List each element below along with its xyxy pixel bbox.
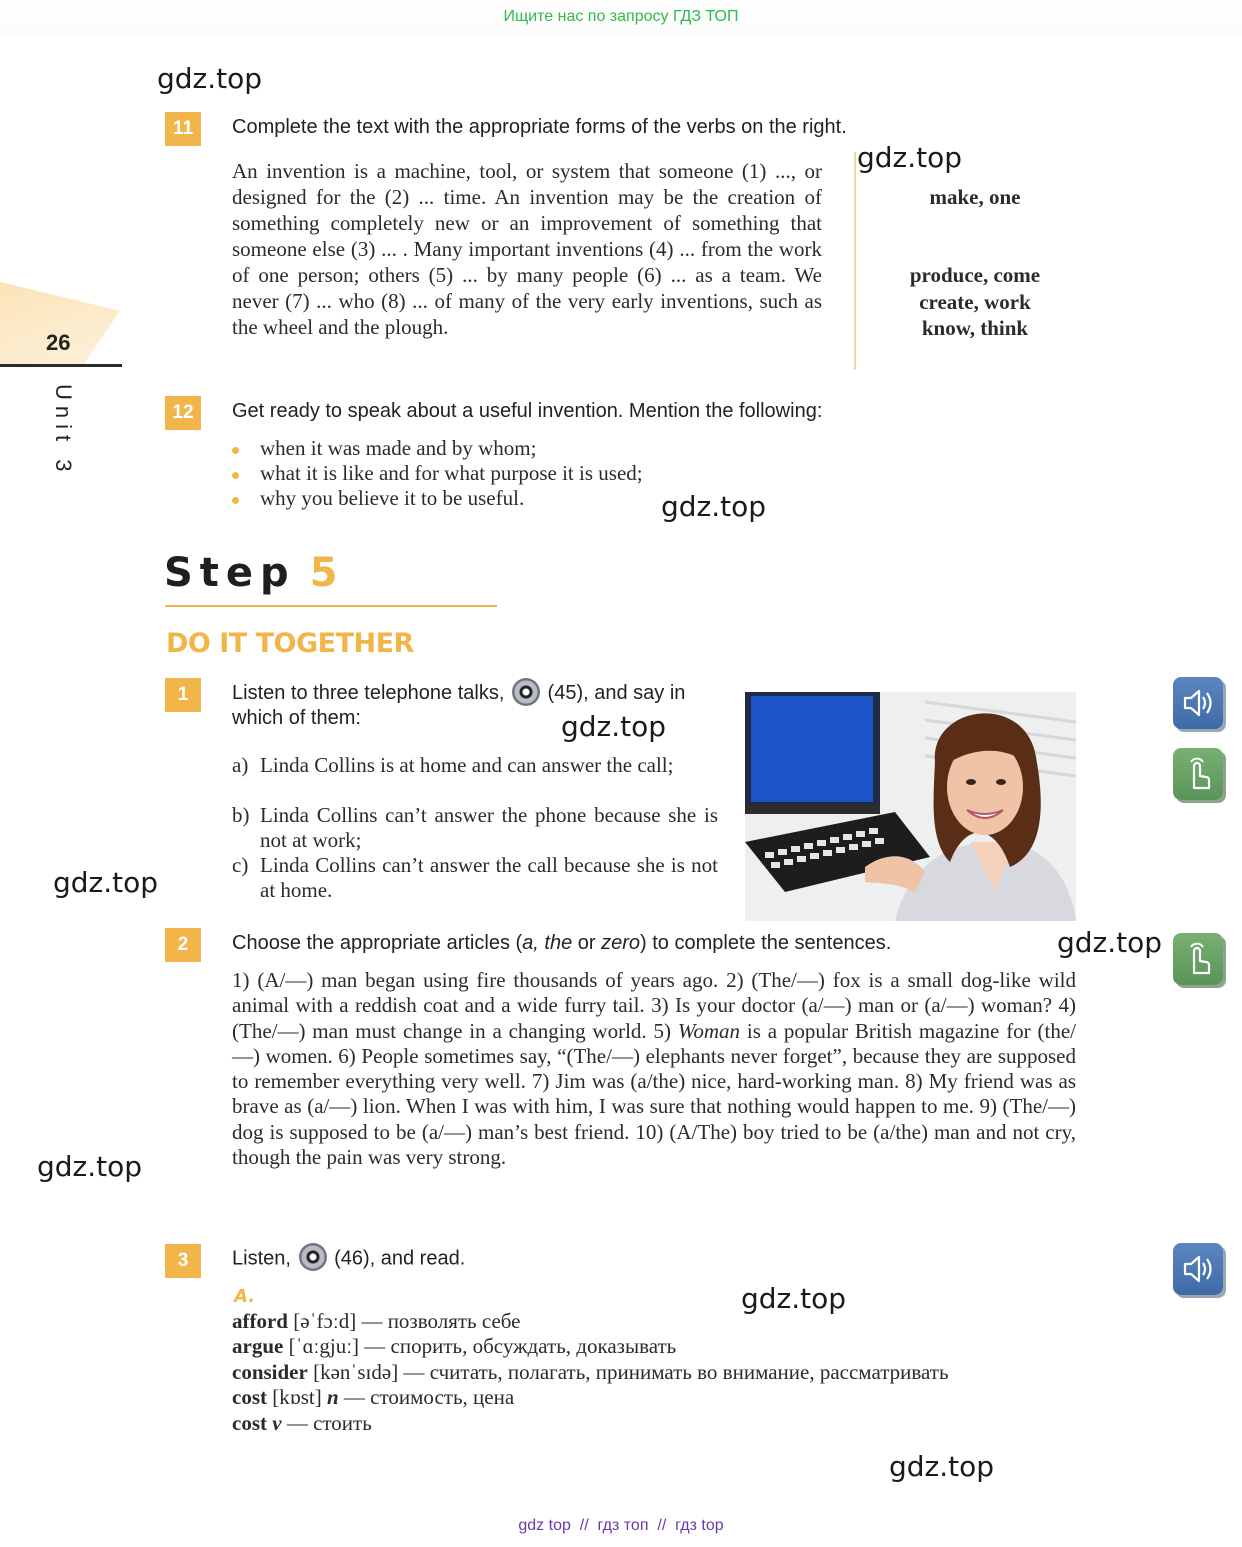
column-divider	[854, 152, 856, 370]
option-text: Linda Collins can’t answer the phone because she is not at work;	[260, 803, 718, 852]
vocab-word: argue	[232, 1334, 284, 1359]
speaker-icon	[1173, 1243, 1223, 1295]
vocab-entry	[232, 1360, 1076, 1385]
cd-icon[interactable]	[512, 678, 540, 706]
exercise-number-badge: 12	[165, 396, 201, 430]
instruction-part: (45), and say in	[547, 682, 686, 704]
vocab-definition: [kənˈsɪdə] — считать, полагать, принимать во внимание, рассматривать	[307, 1359, 949, 1384]
bullet-list	[232, 436, 852, 511]
watermark: gdz.top	[37, 1150, 143, 1183]
instruction-part: zero	[601, 932, 641, 954]
step-underline	[165, 605, 497, 607]
exercise-number-badge: 11	[165, 112, 201, 146]
vocab-entry	[232, 1309, 1076, 1334]
verbs-group: make, one	[929, 185, 1021, 209]
option-text: Linda Collins is at home and can answer the call;	[260, 753, 674, 777]
vocabulary-list	[232, 1309, 1076, 1436]
answer-option	[232, 803, 718, 853]
page-number-rule	[0, 364, 122, 367]
watermark: gdz.top	[53, 866, 159, 899]
exercise-text: An invention is a machine, tool, or system that someone (1) ..., or designed for the (2) ... time. An invention may be the creation of something completely new or an improvement of something that someone else (3) ... . Many important inventions (4) ... from the work of one person; others (5) ... by many people (6) ... as a team. We never (7) ... who (8) ... of many of the very early inventions, such as the wheel and the plough.	[232, 159, 822, 339]
exercise-number-badge: 2	[165, 928, 201, 962]
vocab-part-of-speech: v	[272, 1410, 282, 1435]
instruction-part: Listen to three telephone talks,	[232, 682, 505, 704]
vocab-entry	[232, 1334, 1076, 1359]
footer-links[interactable]: gdz top // гдз топ // гдз top	[518, 1517, 724, 1534]
verbs-group: produce, come	[909, 263, 1041, 287]
list-item-text: why you believe it to be useful.	[260, 486, 525, 510]
list-item	[232, 486, 852, 511]
bullet-icon	[232, 497, 239, 504]
audio-button[interactable]	[1173, 1243, 1223, 1295]
watermark: gdz.top	[889, 1450, 995, 1483]
exercise-instruction: Get ready to speak about a useful invention. Mention the following:	[232, 400, 823, 422]
vocab-definition: — стоить	[281, 1410, 372, 1435]
vocab-entry	[232, 1385, 1076, 1410]
audio-button[interactable]	[1173, 677, 1223, 729]
list-item	[232, 436, 852, 461]
option-label: a)	[232, 753, 249, 777]
watermark: gdz.top	[561, 710, 667, 743]
exercise-text-part: is a popular British magazine for (the/—) women. 6) People sometimes say, “(The/—) elephants never forget”, because they are supposed to remember everything very well. 7) Jim was (a/the) nice, hard-working man. 8) My friend was as brave as (a/—) lion. When I was with him, I was sure that nothing would happen to me. 9) (The/—) dog is supposed to be (a/—) man’s best friend. 10) (A/The) boy tried to be (a/the) man and not cry, though the pain was very strong.	[232, 1018, 1076, 1170]
exercise-text-part: Woman	[677, 1018, 741, 1043]
woman-at-computer-photo	[745, 692, 1076, 921]
watermark: gdz.top	[661, 490, 767, 523]
speaker-icon	[1173, 677, 1223, 729]
cd-icon[interactable]	[299, 1243, 327, 1271]
part-label: A.	[234, 1286, 256, 1307]
vocab-definition: [kɒst]	[267, 1385, 327, 1410]
photo-illustration	[745, 692, 1076, 921]
exercise-text	[232, 968, 1076, 1170]
watermark: gdz.top	[1057, 926, 1163, 959]
exercise-text-part: 1) (A/—) man began using fire thousands of years ago. 2) (The/—) fox is a small dog-like wild animal with a reddish coat and a wide furry tail. 3) Is your doctor (a/—) man or (a/—) woman? 4) (The/—) man must change in a changing world. 5)	[232, 968, 1076, 1043]
vocab-word: afford	[232, 1309, 288, 1333]
exercise-number-badge: 3	[165, 1244, 201, 1278]
exercise-instruction: Complete the text with the appropriate forms of the verbs on the right.	[232, 116, 847, 138]
vocab-part-of-speech: n	[326, 1385, 339, 1410]
exercise-number-badge: 1	[165, 678, 201, 712]
hand-pointer-icon	[1173, 933, 1223, 985]
step-number: 5	[309, 550, 345, 596]
verbs-group: create, work	[919, 290, 1031, 314]
verbs-group: know, think	[921, 316, 1029, 340]
exercise-instruction	[232, 932, 891, 955]
interactive-exercise-button[interactable]	[1173, 748, 1223, 800]
page-number: 26	[46, 330, 71, 355]
exercise-instruction	[232, 681, 722, 731]
instruction-part: Choose the appropriate articles (	[232, 932, 523, 954]
vocab-word: cost	[232, 1410, 267, 1435]
answer-option	[232, 753, 718, 778]
instruction-part: or	[572, 932, 602, 954]
instruction-part: a, the	[522, 932, 573, 954]
option-text: Linda Collins can’t answer the call because she is not at home.	[260, 853, 718, 902]
vocab-definition: [əˈfɔːd] — позволять себе	[288, 1309, 521, 1333]
top-banner[interactable]: Ищите нас по запросу ГДЗ ТОП	[0, 0, 1242, 36]
hand-pointer-icon	[1173, 748, 1223, 800]
vocab-definition: — стоимость, цена	[338, 1385, 515, 1410]
option-label: c)	[232, 853, 249, 877]
exercise-instruction	[232, 1247, 465, 1271]
vocab-entry	[232, 1411, 1076, 1436]
watermark: gdz.top	[157, 62, 263, 95]
vocab-word: consider	[232, 1359, 308, 1384]
bullet-icon	[232, 472, 239, 479]
vocab-definition: [ˈɑːgjuː] — спорить, обсуждать, доказывать	[283, 1334, 677, 1359]
vocab-word: cost	[232, 1385, 267, 1410]
list-item	[232, 461, 852, 486]
section-title: DO IT TOGETHER	[166, 628, 414, 659]
interactive-exercise-button[interactable]	[1173, 933, 1223, 985]
list-item-text: when it was made and by whom;	[260, 436, 537, 460]
instruction-part: Listen,	[232, 1247, 291, 1270]
bullet-icon	[232, 447, 239, 454]
option-label: b)	[232, 803, 250, 827]
list-item-text: what it is like and for what purpose it is used;	[260, 461, 643, 485]
instruction-part: ) to complete the sentences.	[640, 932, 892, 954]
instruction-part: (46), and read.	[334, 1247, 466, 1270]
unit-label: Unit 3	[51, 384, 76, 478]
watermark: gdz.top	[741, 1282, 847, 1315]
answer-option	[232, 853, 718, 903]
step-title	[164, 550, 345, 596]
step-word: Step	[164, 550, 296, 596]
instruction-part: which of them:	[232, 707, 361, 729]
watermark: gdz.top	[857, 141, 963, 174]
